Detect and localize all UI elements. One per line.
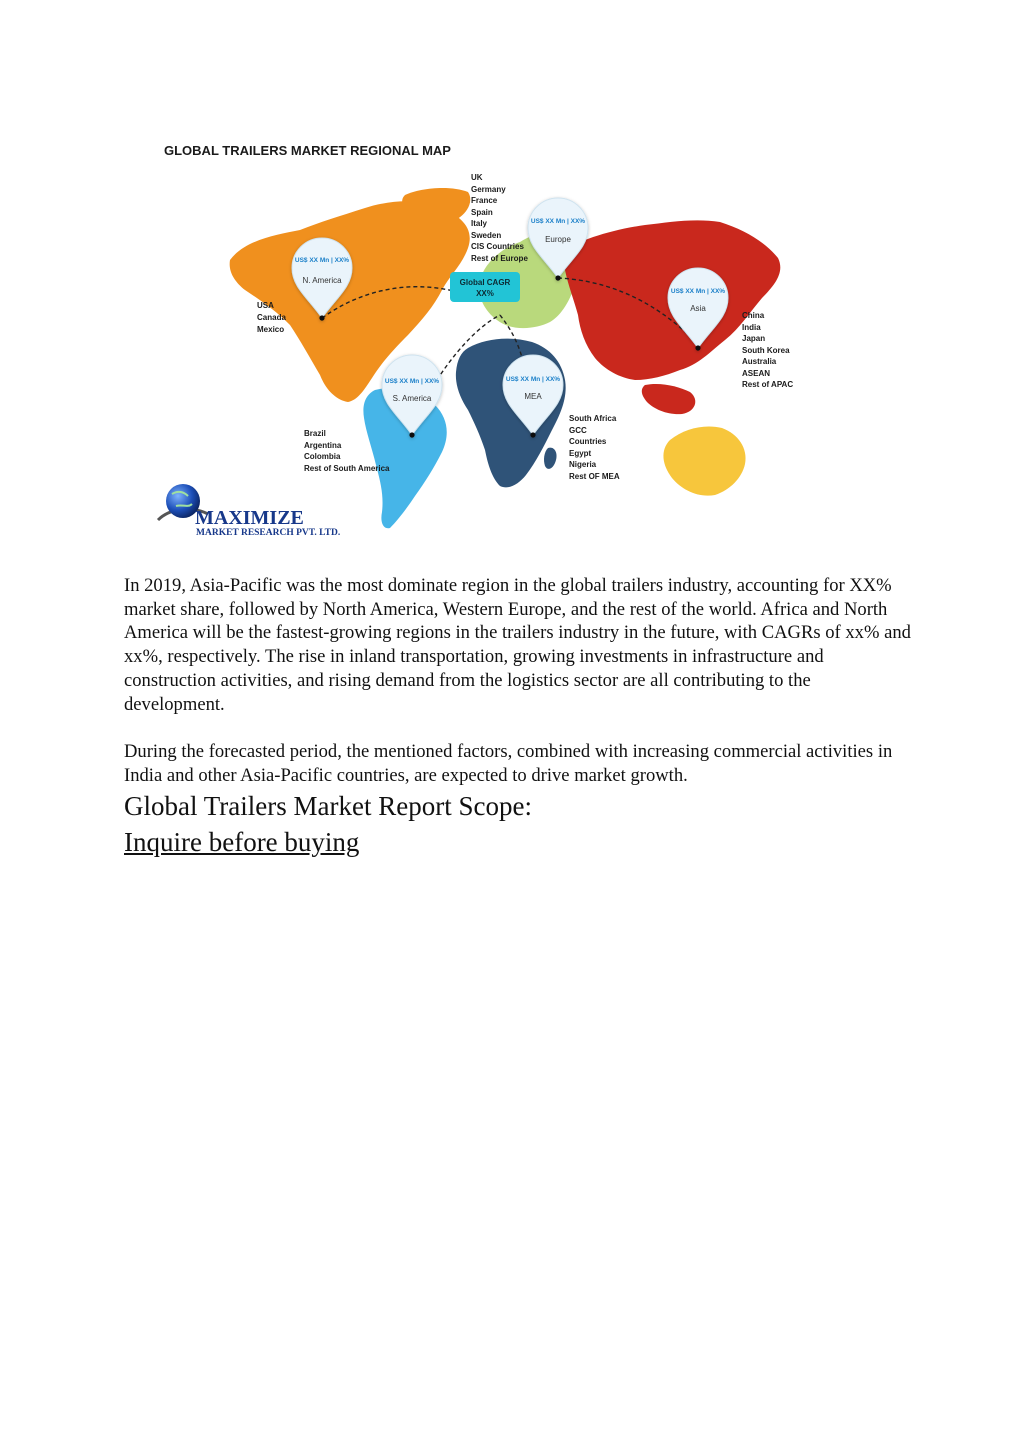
country-item: Sweden bbox=[471, 231, 502, 240]
country-item: Rest OF MEA bbox=[569, 472, 620, 481]
country-item: Nigeria bbox=[569, 460, 597, 469]
map-title: GLOBAL TRAILERS MARKET REGIONAL MAP bbox=[164, 143, 451, 158]
pin-europe-label: Europe bbox=[545, 235, 571, 244]
regional-map-figure bbox=[150, 130, 830, 550]
country-item: CIS Countries bbox=[471, 242, 524, 251]
country-item: USA bbox=[257, 301, 274, 310]
australia-shape bbox=[663, 427, 745, 496]
country-item: Mexico bbox=[257, 325, 285, 334]
pin-mea-label: MEA bbox=[524, 392, 542, 401]
pin-asia-label: Asia bbox=[690, 304, 706, 313]
logo-subtitle: MARKET RESEARCH PVT. LTD. bbox=[196, 528, 341, 538]
country-item: Brazil bbox=[304, 429, 326, 438]
pin-south-america-value: US$ XX Mn | XX% bbox=[384, 378, 440, 385]
country-list-europe bbox=[471, 173, 528, 263]
pin-north-america-value: US$ XX Mn | XX% bbox=[294, 257, 350, 264]
pin-mea-value: US$ XX Mn | XX% bbox=[505, 376, 561, 383]
global-cagr-badge bbox=[450, 272, 520, 302]
country-item: China bbox=[742, 311, 765, 320]
country-item: Countries bbox=[569, 437, 607, 446]
country-item: Egypt bbox=[569, 449, 592, 458]
pin-europe-value: US$ XX Mn | XX% bbox=[530, 218, 586, 225]
country-item: ASEAN bbox=[742, 369, 771, 378]
report-scope-heading: Global Trailers Market Report Scope: bbox=[124, 791, 532, 821]
country-item: Japan bbox=[742, 334, 766, 343]
country-item: Germany bbox=[471, 185, 506, 194]
country-item: India bbox=[742, 323, 761, 332]
country-item: Australia bbox=[742, 357, 777, 366]
country-item: UK bbox=[471, 173, 483, 182]
madagascar-shape bbox=[544, 448, 557, 469]
global-cagr-value: XX% bbox=[476, 289, 494, 298]
country-item: South Korea bbox=[742, 346, 790, 355]
country-item: Rest of Europe bbox=[471, 254, 528, 263]
country-item: GCC bbox=[569, 426, 587, 435]
country-list-asia bbox=[742, 311, 793, 389]
country-item: Italy bbox=[471, 219, 488, 228]
country-item: France bbox=[471, 196, 498, 205]
global-cagr-label: Global CAGR bbox=[459, 278, 511, 287]
country-item: Colombia bbox=[304, 452, 341, 461]
logo-name: MAXIMIZE bbox=[195, 507, 304, 529]
maximize-logo bbox=[158, 484, 340, 538]
paragraph-market-share: In 2019, Asia-Pacific was the most dominate region in the global trailers industry, accounting for XX% market share, followed by North America, Western Europe, and the rest of the world. Africa and North America will be the fastest-growing regions in the trailers industry in the future, with CAGRs of xx% and xx%, respectively. The rise in inland transportation, growing investments in infrastructure and construction activities, and rising demand from the logistics sector are all contributing to the development. bbox=[124, 575, 911, 715]
pin-south-america-label: S. America bbox=[392, 394, 432, 403]
paragraph-forecast: During the forecasted period, the mentioned factors, combined with increasing commercial activities in India and other Asia-Pacific countries, are expected to drive market growth. bbox=[124, 741, 893, 786]
southeast-asia-shape bbox=[642, 384, 695, 414]
country-item: South Africa bbox=[569, 414, 617, 423]
pin-north-america-label: N. America bbox=[302, 276, 342, 285]
country-item: Rest of APAC bbox=[742, 380, 794, 389]
inquire-link[interactable]: Inquire before buying bbox=[124, 827, 360, 857]
country-list-mea bbox=[569, 414, 620, 481]
pin-asia-value: US$ XX Mn | XX% bbox=[670, 288, 726, 295]
country-item: Rest of South America bbox=[304, 464, 390, 473]
country-item: Spain bbox=[471, 208, 493, 217]
country-item: Canada bbox=[257, 313, 286, 322]
country-item: Argentina bbox=[304, 441, 342, 450]
